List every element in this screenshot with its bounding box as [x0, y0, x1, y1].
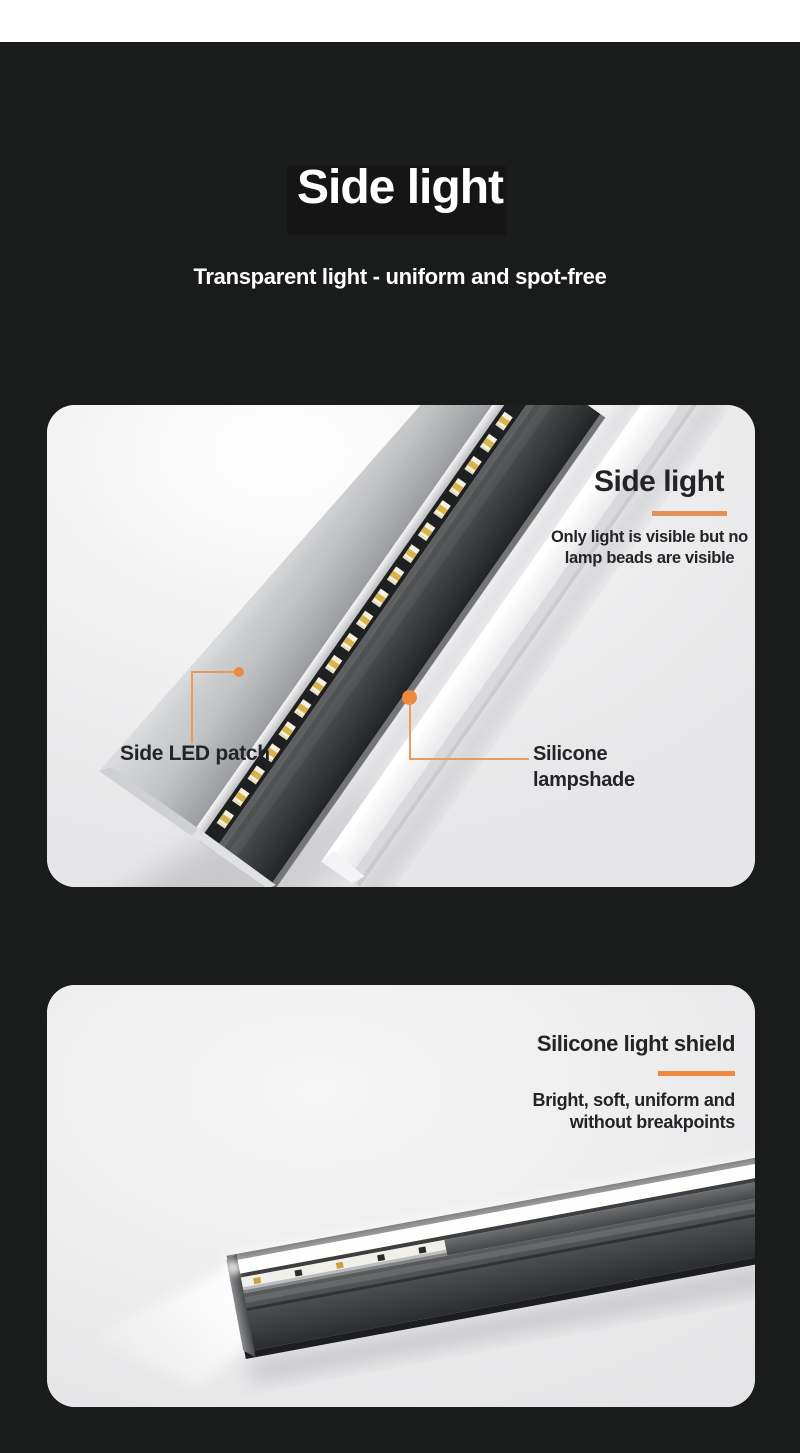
top-white-band — [0, 0, 800, 42]
callout-dot-left-icon — [234, 667, 244, 677]
card2-description — [375, 1089, 735, 1133]
callout-line-right-horizontal — [409, 758, 529, 760]
card1-description-line1: Only light is visible but no — [551, 528, 748, 546]
page-title: Side light — [297, 161, 503, 214]
card1-accent-underline — [652, 511, 727, 516]
label-silicone-line2: lampshade — [533, 769, 635, 791]
callout-line-left-vertical — [191, 672, 193, 743]
label-side-led-patch: Side LED patch — [120, 742, 270, 765]
callout-line-left-horizontal — [191, 671, 239, 673]
card-side-light — [47, 405, 755, 887]
label-silicone-lampshade — [533, 741, 635, 793]
card2-title: Silicone light shield — [536, 1031, 735, 1056]
card2-accent-underline — [658, 1071, 735, 1076]
card2-description-line2: without breakpoints — [569, 1112, 735, 1132]
callout-line-right-vertical — [409, 703, 411, 760]
card-silicone-light-shield — [47, 985, 755, 1407]
label-silicone-line1: Silicone — [533, 743, 608, 765]
card1-title: Side light — [594, 465, 724, 498]
card1-description — [547, 527, 752, 569]
card2-text-block — [375, 1031, 735, 1133]
card1-description-line2: lamp beads are visible — [564, 549, 735, 567]
card2-description-line1: Bright, soft, uniform and — [532, 1090, 735, 1110]
page-subtitle: Transparent light - uniform and spot-free — [193, 264, 607, 289]
